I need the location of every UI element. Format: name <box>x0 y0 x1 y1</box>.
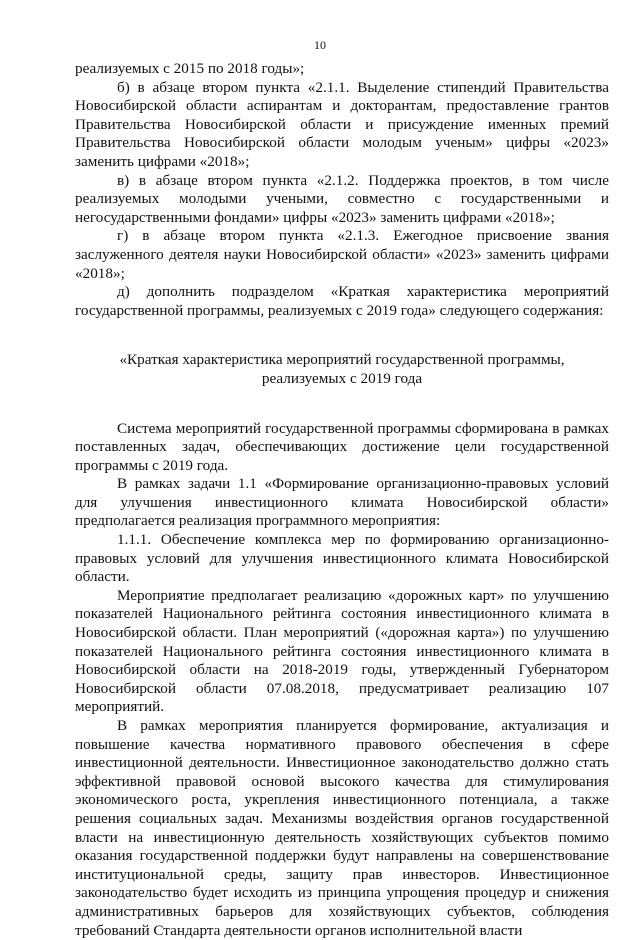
page-number: 10 <box>314 38 326 52</box>
paragraph-legislation: В рамках мероприятия планируется формирование, актуализация и повышение качества нормативного правового обеспечения в сфере инвестиционной деятельности. Инвестиционное законодательство должно стать эффективной правовой основой высокого качества для стимулирования экономического роста, укрепления инвестиционного потенциала, а также решения социальных задач. Механизмы воздействия органов государственной власти на инвестиционную деятельность хозяйствующих субъектов помимо оказания государственной поддержки будут направлены на совершенствование институциональной среды, защиту прав инвесторов. Инвестиционное законодательство будет исходить из принципа упрощения процедур и снижения административных барьеров для хозяйствующих субъектов, соблюдения требований Стандарта деятельности органов исполнительной власти <box>75 717 609 939</box>
paragraph-measure-1-1-1: 1.1.1. Обеспечение комплекса мер по формированию организационно-правовых условий для улучшения инвестиционного климата Новосибирской области. <box>75 531 609 586</box>
document-body <box>75 60 609 940</box>
paragraph-task-1-1: В рамках задачи 1.1 «Формирование организационно-правовых условий для улучшения инвестиционного климата Новосибирской области» предполагается реализация программного мероприятия: <box>75 475 609 530</box>
paragraph-system: Система мероприятий государственной программы сформирована в рамках поставленных задач, обеспечивающих достижение цели государственной программы с 2019 года. <box>75 419 609 474</box>
paragraph-item-v: в) в абзаце втором пункта «2.1.2. Поддержка проектов, в том числе реализуемых молодыми учеными, совместно с государственными и негосударственными фондами» цифры «2023» заменить цифрами «2018»; <box>75 171 609 226</box>
paragraph-item-d: д) дополнить подразделом «Краткая характеристика мероприятий государственной программы, реализуемых с 2019 года» следующего содержания: <box>75 283 609 319</box>
paragraph-item-g: г) в абзаце втором пункта «2.1.3. Ежегодное присвоение звания заслуженного деятеля науки Новосибирской области» «2023» заменить цифрами «2018»; <box>75 227 609 282</box>
paragraph-continuation: реализуемых с 2015 по 2018 годы»; <box>75 60 305 77</box>
paragraph-roadmap: Мероприятие предполагает реализацию «дорожных карт» по улучшению показателей Национального рейтинга состояния инвестиционного климата в Новосибирской области. План мероприятий («дорожная карта») по улучшению показателей Национального рейтинга состояния инвестиционного климата в Новосибирской области на 2018-2019 годы, утвержденный Губернатором Новосибирской области 07.08.2018, предусматривает реализацию 107 мероприятий. <box>75 586 609 716</box>
paragraph-item-b: б) в абзаце втором пункта «2.1.1. Выделение стипендий Правительства Новосибирской области аспирантам и докторантам, предоставление грантов Правительства Новосибирской области и присуждение именных премий Правительства Новосибирской области молодым ученым» цифры «2023» заменить цифрами «2018»; <box>75 78 609 170</box>
section-heading: «Краткая характеристика мероприятий государственной программы, реализуемых с 2019 года <box>119 351 565 387</box>
